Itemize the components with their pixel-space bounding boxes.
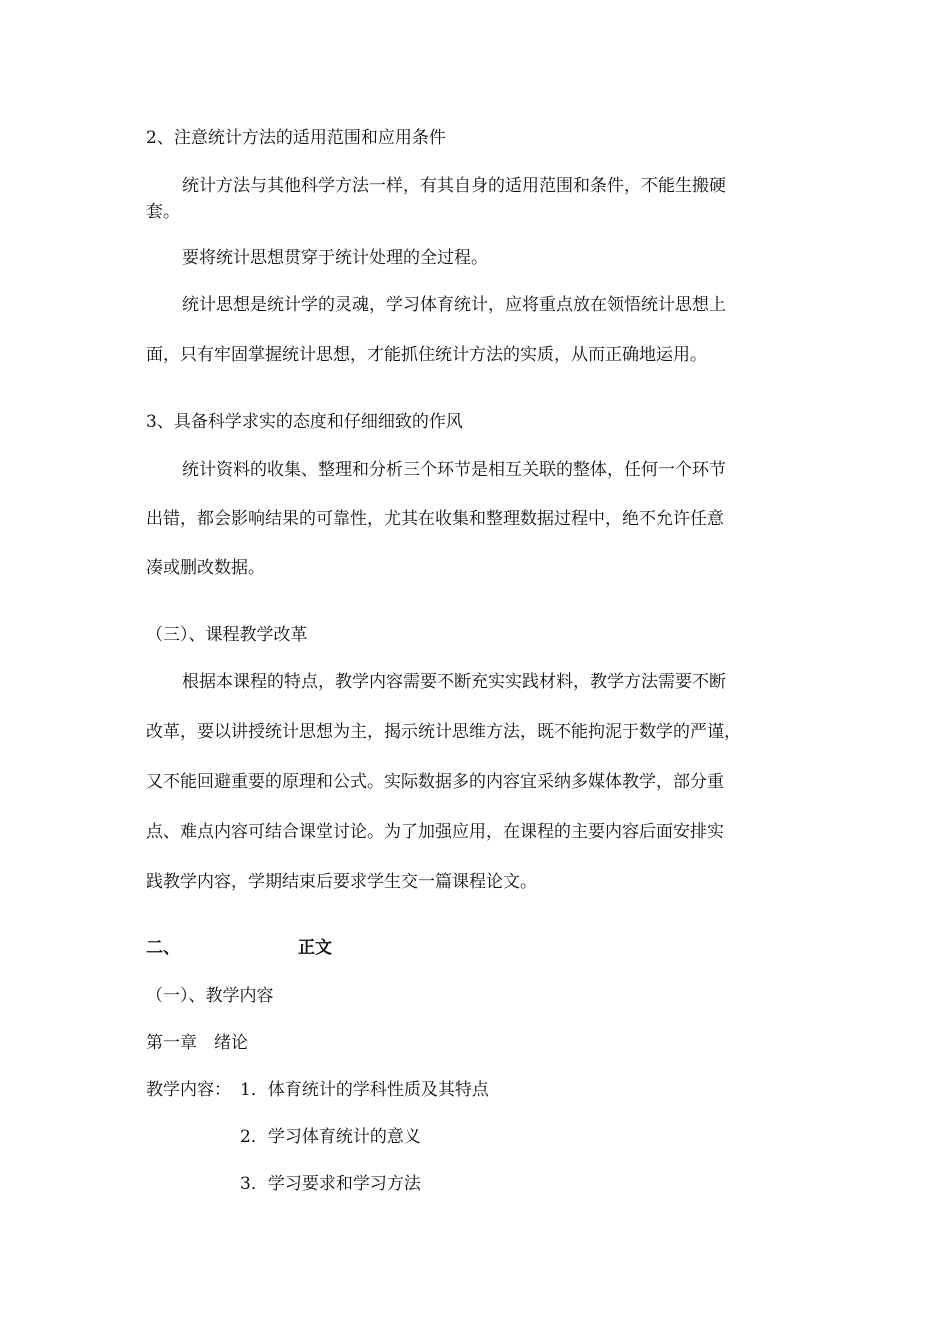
reform-paragraph-line-2: 改革，要以讲授统计思想为主，揭示统计思维方法，既不能拘泥于数学的严谨，: [146, 722, 741, 742]
section-2-paragraph-2: 要将统计思想贯穿于统计处理的全过程。: [182, 248, 488, 268]
section-2-heading: 2、注意统计方法的适用范围和应用条件: [146, 128, 446, 148]
section-2-paragraph-3-line-1: 统计思想是统计学的灵魂，学习体育统计，应将重点放在领悟统计思想上: [182, 295, 726, 315]
reform-paragraph-line-4: 点、难点内容可结合课堂讨论。为了加强应用，在课程的主要内容后面安排实: [146, 822, 724, 842]
section-3-paragraph-line-2: 出错，都会影响结果的可靠性，尤其在收集和整理数据过程中，绝不允许任意: [146, 509, 724, 529]
section-2-paragraph-3-line-2: 面，只有牢固掌握统计思想，才能抓住统计方法的实质，从而正确地运用。: [146, 345, 707, 365]
reform-heading: （三）、课程教学改革: [146, 625, 308, 645]
reform-paragraph-line-3: 又不能回避重要的原理和公式。实际数据多的内容宜采纳多媒体教学，部分重: [146, 772, 724, 792]
reform-paragraph-line-1: 根据本课程的特点，教学内容需要不断充实实践材料，教学方法需要不断: [182, 672, 726, 692]
section-3-paragraph-line-1: 统计资料的收集、整理和分析三个环节是相互关联的整体，任何一个环节: [182, 460, 726, 480]
main-text-number: 二、: [146, 938, 180, 958]
chapter-title: 第一章 绪论: [146, 1033, 248, 1053]
teaching-content-subheading: （一）、教学内容: [146, 986, 274, 1006]
content-item-1: 1．体育统计的学科性质及其特点: [240, 1080, 489, 1100]
content-item-3: 3．学习要求和学习方法: [240, 1174, 421, 1194]
main-text-title: 正文: [298, 938, 332, 958]
content-item-2: 2．学习体育统计的意义: [240, 1127, 421, 1147]
section-3-heading: 3、具备科学求实的态度和仔细细致的作风: [146, 412, 463, 432]
content-label: 教学内容：: [146, 1080, 231, 1100]
section-2-paragraph-1-line-1: 统计方法与其他科学方法一样，有其自身的适用范围和条件，不能生搬硬: [182, 176, 726, 196]
reform-paragraph-line-5: 践教学内容，学期结束后要求学生交一篇课程论文。: [146, 872, 537, 892]
section-3-paragraph-line-3: 凑或删改数据。: [146, 558, 265, 578]
section-2-paragraph-1-line-2: 套。: [146, 202, 180, 222]
